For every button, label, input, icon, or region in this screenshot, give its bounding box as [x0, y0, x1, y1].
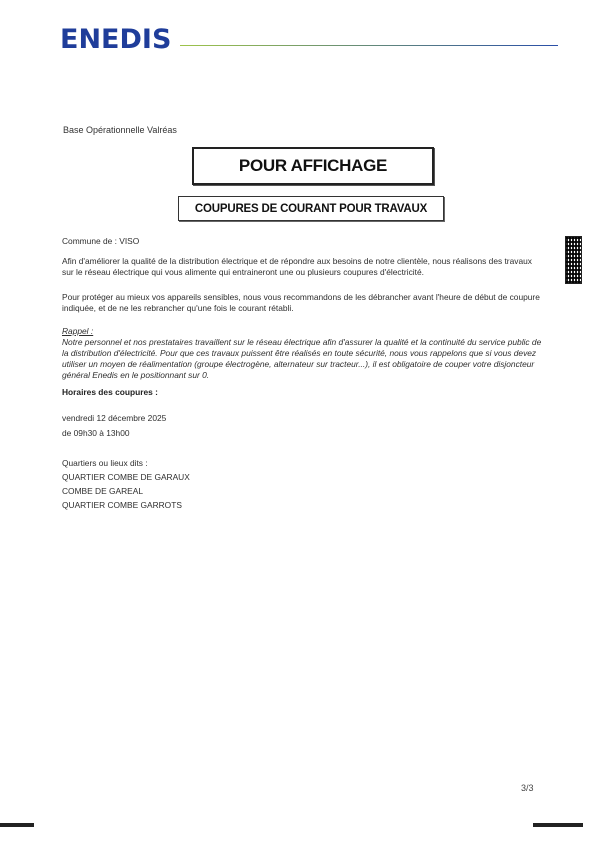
quartier-item: QUARTIER COMBE GARROTS	[62, 500, 182, 510]
page-number: 3/3	[521, 783, 534, 793]
base-operationnelle: Base Opérationnelle Valréas	[63, 125, 177, 135]
quartiers-heading: Quartiers ou lieux dits :	[62, 458, 148, 468]
page-subtitle	[178, 196, 444, 221]
enedis-logo	[60, 24, 171, 55]
commune-line: Commune de : VISO	[62, 236, 140, 246]
title-text: POUR AFFICHAGE	[238, 156, 388, 175]
schedule-time: de 09h30 à 13h00	[62, 428, 130, 438]
quartier-item: QUARTIER COMBE DE GARAUX	[62, 472, 190, 482]
rappel-text: Notre personnel et nos prestataires travaillent sur le réseau électrique afin d'assurer la qualité et la continuité du service public de la distribution d'électricité. Pour que ces travaux puissent être réalisés en toute sécurité, nous vous rappelons que si vous devez utiliser un moyen de réalimentation (groupe électrogène, alternateur sur tracteur...), il est obligatoire de couper votre disjoncteur général Enedis en le positionnant sur 0.	[62, 337, 542, 380]
logo-text: ENEDIS	[60, 24, 172, 55]
rappel-title: Rappel :	[62, 326, 94, 336]
quartier-item: COMBE DE GAREAL	[62, 486, 143, 496]
rappel-block	[62, 326, 544, 381]
schedule-heading: Horaires des coupures :	[62, 387, 158, 397]
header-rule	[180, 45, 558, 46]
scan-mark-left	[0, 823, 34, 827]
advice-paragraph: Pour protéger au mieux vos appareils sensibles, nous vous recommandons de les débrancher avant l'heure de début de coupure indiquée, et de ne les rebrancher qu'une fois le courant rétabli.	[62, 292, 540, 313]
page-title	[192, 147, 434, 185]
scan-mark-right	[533, 823, 583, 827]
qr-code-icon	[565, 236, 582, 284]
intro-paragraph: Afin d'améliorer la qualité de la distribution électrique et de répondre aux besoins de notre clientèle, nous réalisons des travaux sur le réseau électrique qui vous alimente qui entraineront une ou plusieurs coupures d'électricité.	[62, 256, 532, 277]
schedule-date: vendredi 12 décembre 2025	[62, 413, 167, 423]
subtitle-text: COUPURES DE COURANT POUR TRAVAUX	[194, 202, 428, 215]
